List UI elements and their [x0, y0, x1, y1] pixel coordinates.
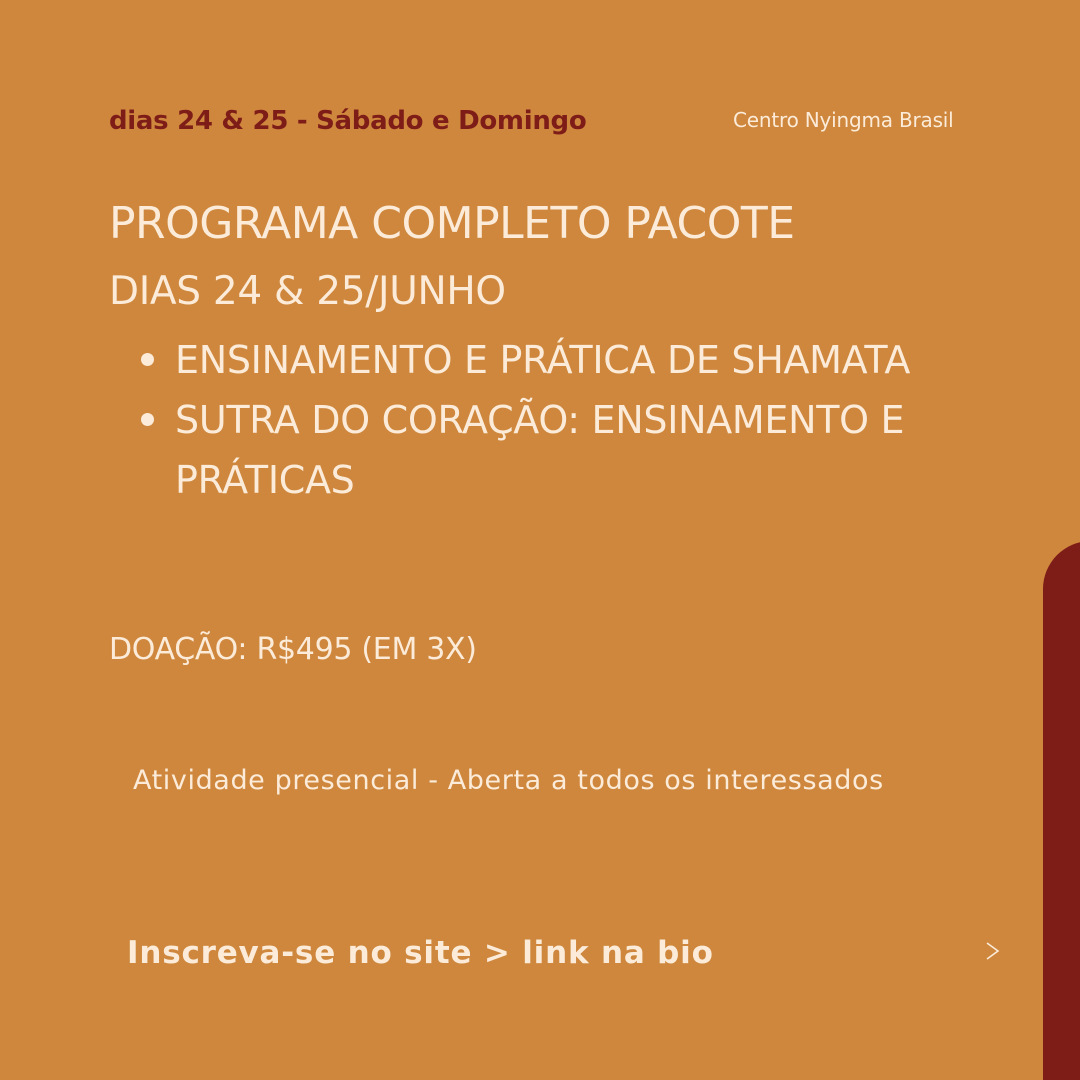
signup-call-to-action: Inscreva-se no site > link na bio — [127, 935, 714, 971]
bullet-icon — [141, 353, 154, 366]
list-item — [109, 390, 969, 510]
topic-list — [109, 330, 969, 510]
arrow-right-icon — [872, 941, 1002, 961]
list-item — [109, 330, 969, 390]
event-dates: dias 24 & 25 - Sábado e Domingo — [109, 106, 587, 136]
activity-note: Atividade presencial - Aberta a todos os interessados — [133, 765, 884, 796]
decorative-side-band — [1043, 541, 1080, 1080]
donation-price: DOAÇÃO: R$495 (EM 3X) — [109, 632, 477, 667]
bullet-icon — [141, 413, 154, 426]
program-subtitle: DIAS 24 & 25/JUNHO — [109, 269, 506, 314]
program-title: PROGRAMA COMPLETO PACOTE — [109, 198, 795, 249]
topic-label: ENSINAMENTO E PRÁTICA DE SHAMATA — [175, 338, 911, 382]
organization-name: Centro Nyingma Brasil — [733, 108, 954, 132]
topic-label: SUTRA DO CORAÇÃO: ENSINAMENTO E PRÁTICAS — [175, 398, 905, 502]
